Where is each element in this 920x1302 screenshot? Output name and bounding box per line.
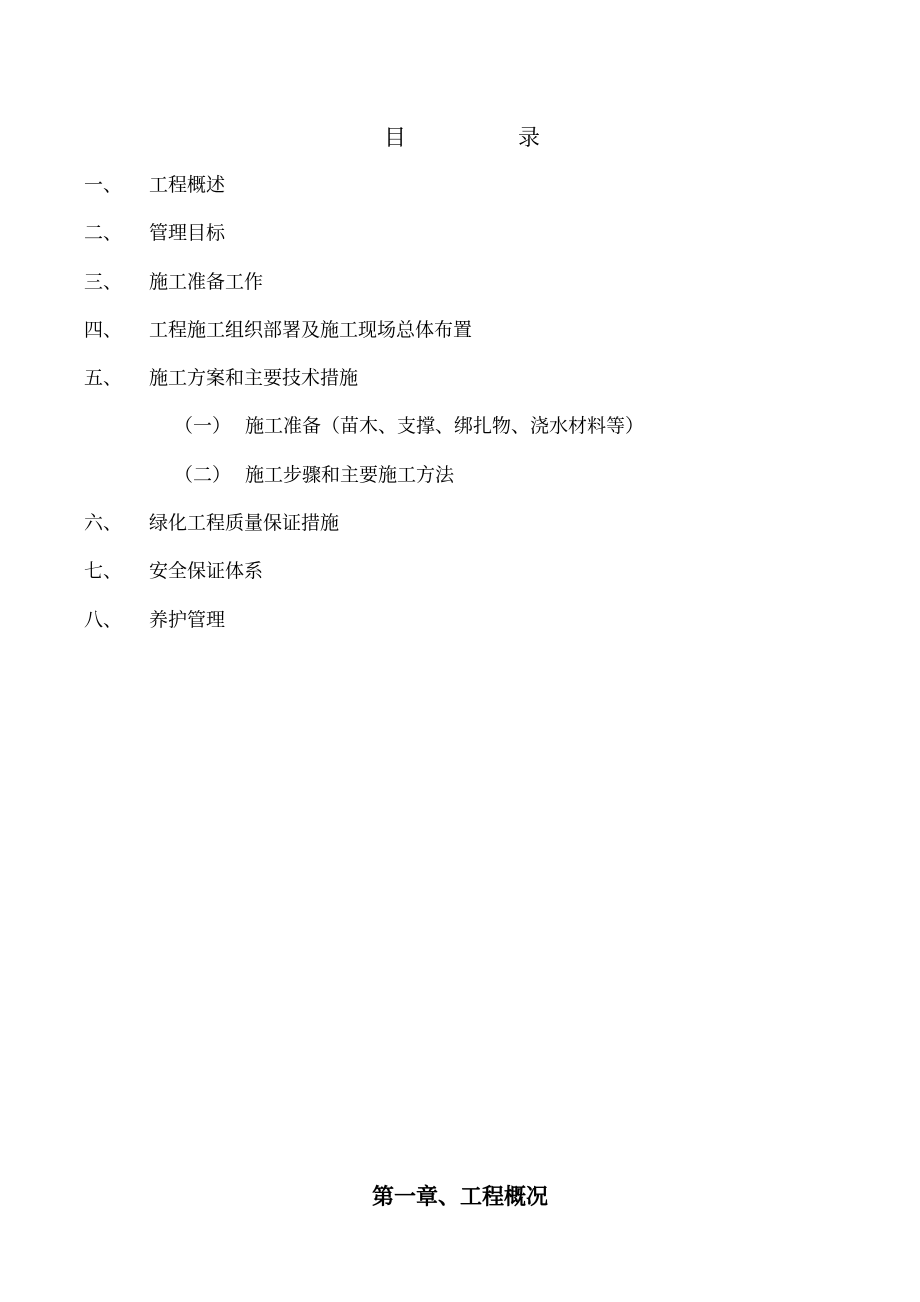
toc-item-number: 八、 [84, 608, 123, 631]
toc-item-label: 管理目标 [149, 222, 226, 245]
toc-item-label: 施工方案和主要技术措施 [149, 367, 359, 390]
toc-item [0, 313, 920, 361]
toc-subitem [0, 458, 920, 506]
toc-item [0, 554, 920, 602]
toc-list [0, 168, 920, 651]
toc-item-number: 二、 [84, 222, 123, 245]
toc-title-part1: 目 [384, 126, 407, 151]
toc-item-number: 七、 [84, 560, 123, 583]
toc-item-label: 养护管理 [149, 608, 226, 631]
toc-item-number: 一、 [84, 174, 123, 196]
toc-item [0, 265, 920, 313]
toc-item-number: 五、 [84, 367, 123, 390]
toc-item-label: 安全保证体系 [149, 560, 264, 583]
toc-item-number: 三、 [84, 270, 123, 293]
toc-item [0, 506, 920, 554]
toc-subitem [0, 409, 920, 457]
toc-item [0, 216, 920, 264]
toc-subitem-number: （一） [174, 415, 232, 438]
toc-item [0, 603, 920, 651]
chapter-heading: 第一章、工程概况 [371, 1185, 548, 1210]
toc-item-label: 绿化工程质量保证措施 [149, 512, 340, 535]
toc-subitem-number: （二） [174, 463, 232, 486]
toc-item-label: 施工准备工作 [149, 270, 264, 293]
toc-item-number: 四、 [84, 318, 123, 341]
toc-item-label: 工程施工组织部署及施工现场总体布置 [149, 318, 473, 341]
toc-item-label: 工程概述 [149, 174, 226, 196]
toc-item-number: 六、 [84, 512, 123, 535]
toc-title [0, 122, 920, 156]
toc-item [0, 168, 920, 216]
toc-subitem-label: 施工准备（苗木、支撑、绑扎物、浇水材料等） [245, 415, 645, 438]
toc-subitem-label: 施工步骤和主要施工方法 [245, 463, 455, 486]
toc-title-part2: 录 [518, 126, 541, 151]
toc-item [0, 361, 920, 409]
